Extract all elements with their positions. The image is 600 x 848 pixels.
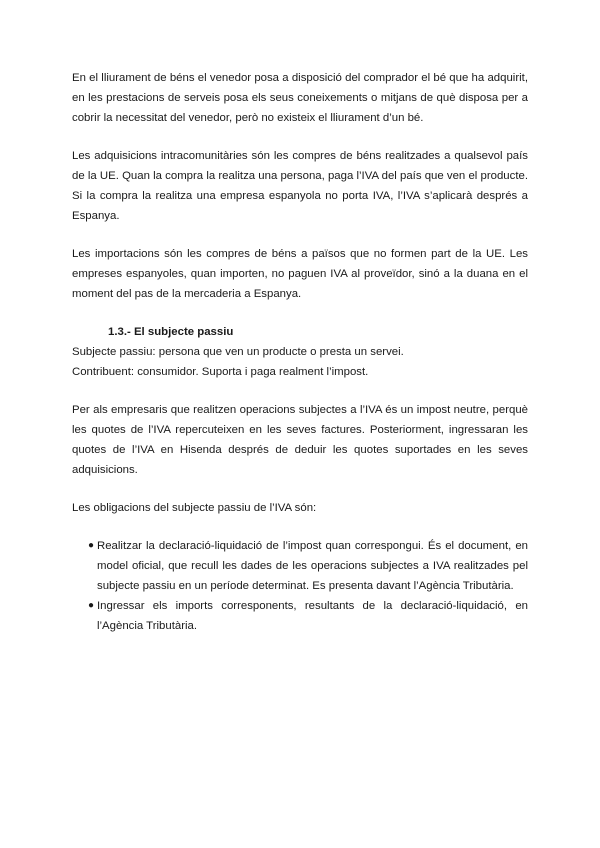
list-item-text: Ingressar els imports corresponents, resultants de la declaració-liquidació, en l’Agència Tributària.	[97, 600, 528, 632]
list-item	[72, 536, 528, 596]
definition-subjecte-passiu: Subjecte passiu: persona que ven un producte o presta un servei.	[72, 346, 404, 358]
list-item-text: Realitzar la declaració-liquidació de l’impost quan correspongui. És el document, en model oficial, que recull les dades de les operacions subjectes a IVA realitzades pel subjecte passiu en un període determinat. Es presenta davant l’Agència Tributària.	[97, 540, 528, 592]
obligations-list	[72, 536, 528, 636]
paragraph-obligacions-intro: Les obligacions del subjecte passiu de l’IVA són:	[72, 502, 317, 514]
list-item	[72, 596, 528, 636]
section-heading: 1.3.- El subjecte passiu	[108, 326, 234, 338]
paragraph-adquisicions: Les adquisicions intracomunitàries són les compres de béns realitzades a qualsevol país de la UE. Quan la compra la realitza una persona, paga l’IVA del país que ven el producte. Si la compra la realitza una empresa espanyola no porta IVA, l’IVA s’aplicarà després a Espanya.	[72, 150, 528, 222]
paragraph-empresaris: Per als empresaris que realitzen operacions subjectes a l’IVA és un impost neutre, perquè les quotes de l’IVA repercuteixen en les seves factures. Posteriorment, ingressaran les quotes de l’IVA en Hisenda després de deduir les quotes suportades en les seves adquisicions.	[72, 404, 528, 476]
bullet-icon: ●	[88, 600, 95, 611]
definition-contribuent: Contribuent: consumidor. Suporta i paga realment l’impost.	[72, 366, 369, 378]
obligations-list-wrapper	[72, 536, 528, 636]
bullet-icon: ●	[88, 540, 95, 551]
paragraph-importacions: Les importacions són les compres de béns a països que no formen part de la UE. Les empreses espanyoles, quan importen, no paguen IVA al proveïdor, sinó a la duana en el moment del pas de la mercaderia a Espanya.	[72, 248, 528, 300]
document-page	[72, 68, 528, 636]
paragraph-lliurament: En el lliurament de béns el venedor posa a disposició del comprador el bé que ha adquirit, en les prestacions de serveis posa els seus coneixements o mitjans de què disposa per a cobrir la necessitat del venedor, però no existeix el lliurament d’un bé.	[72, 72, 528, 124]
